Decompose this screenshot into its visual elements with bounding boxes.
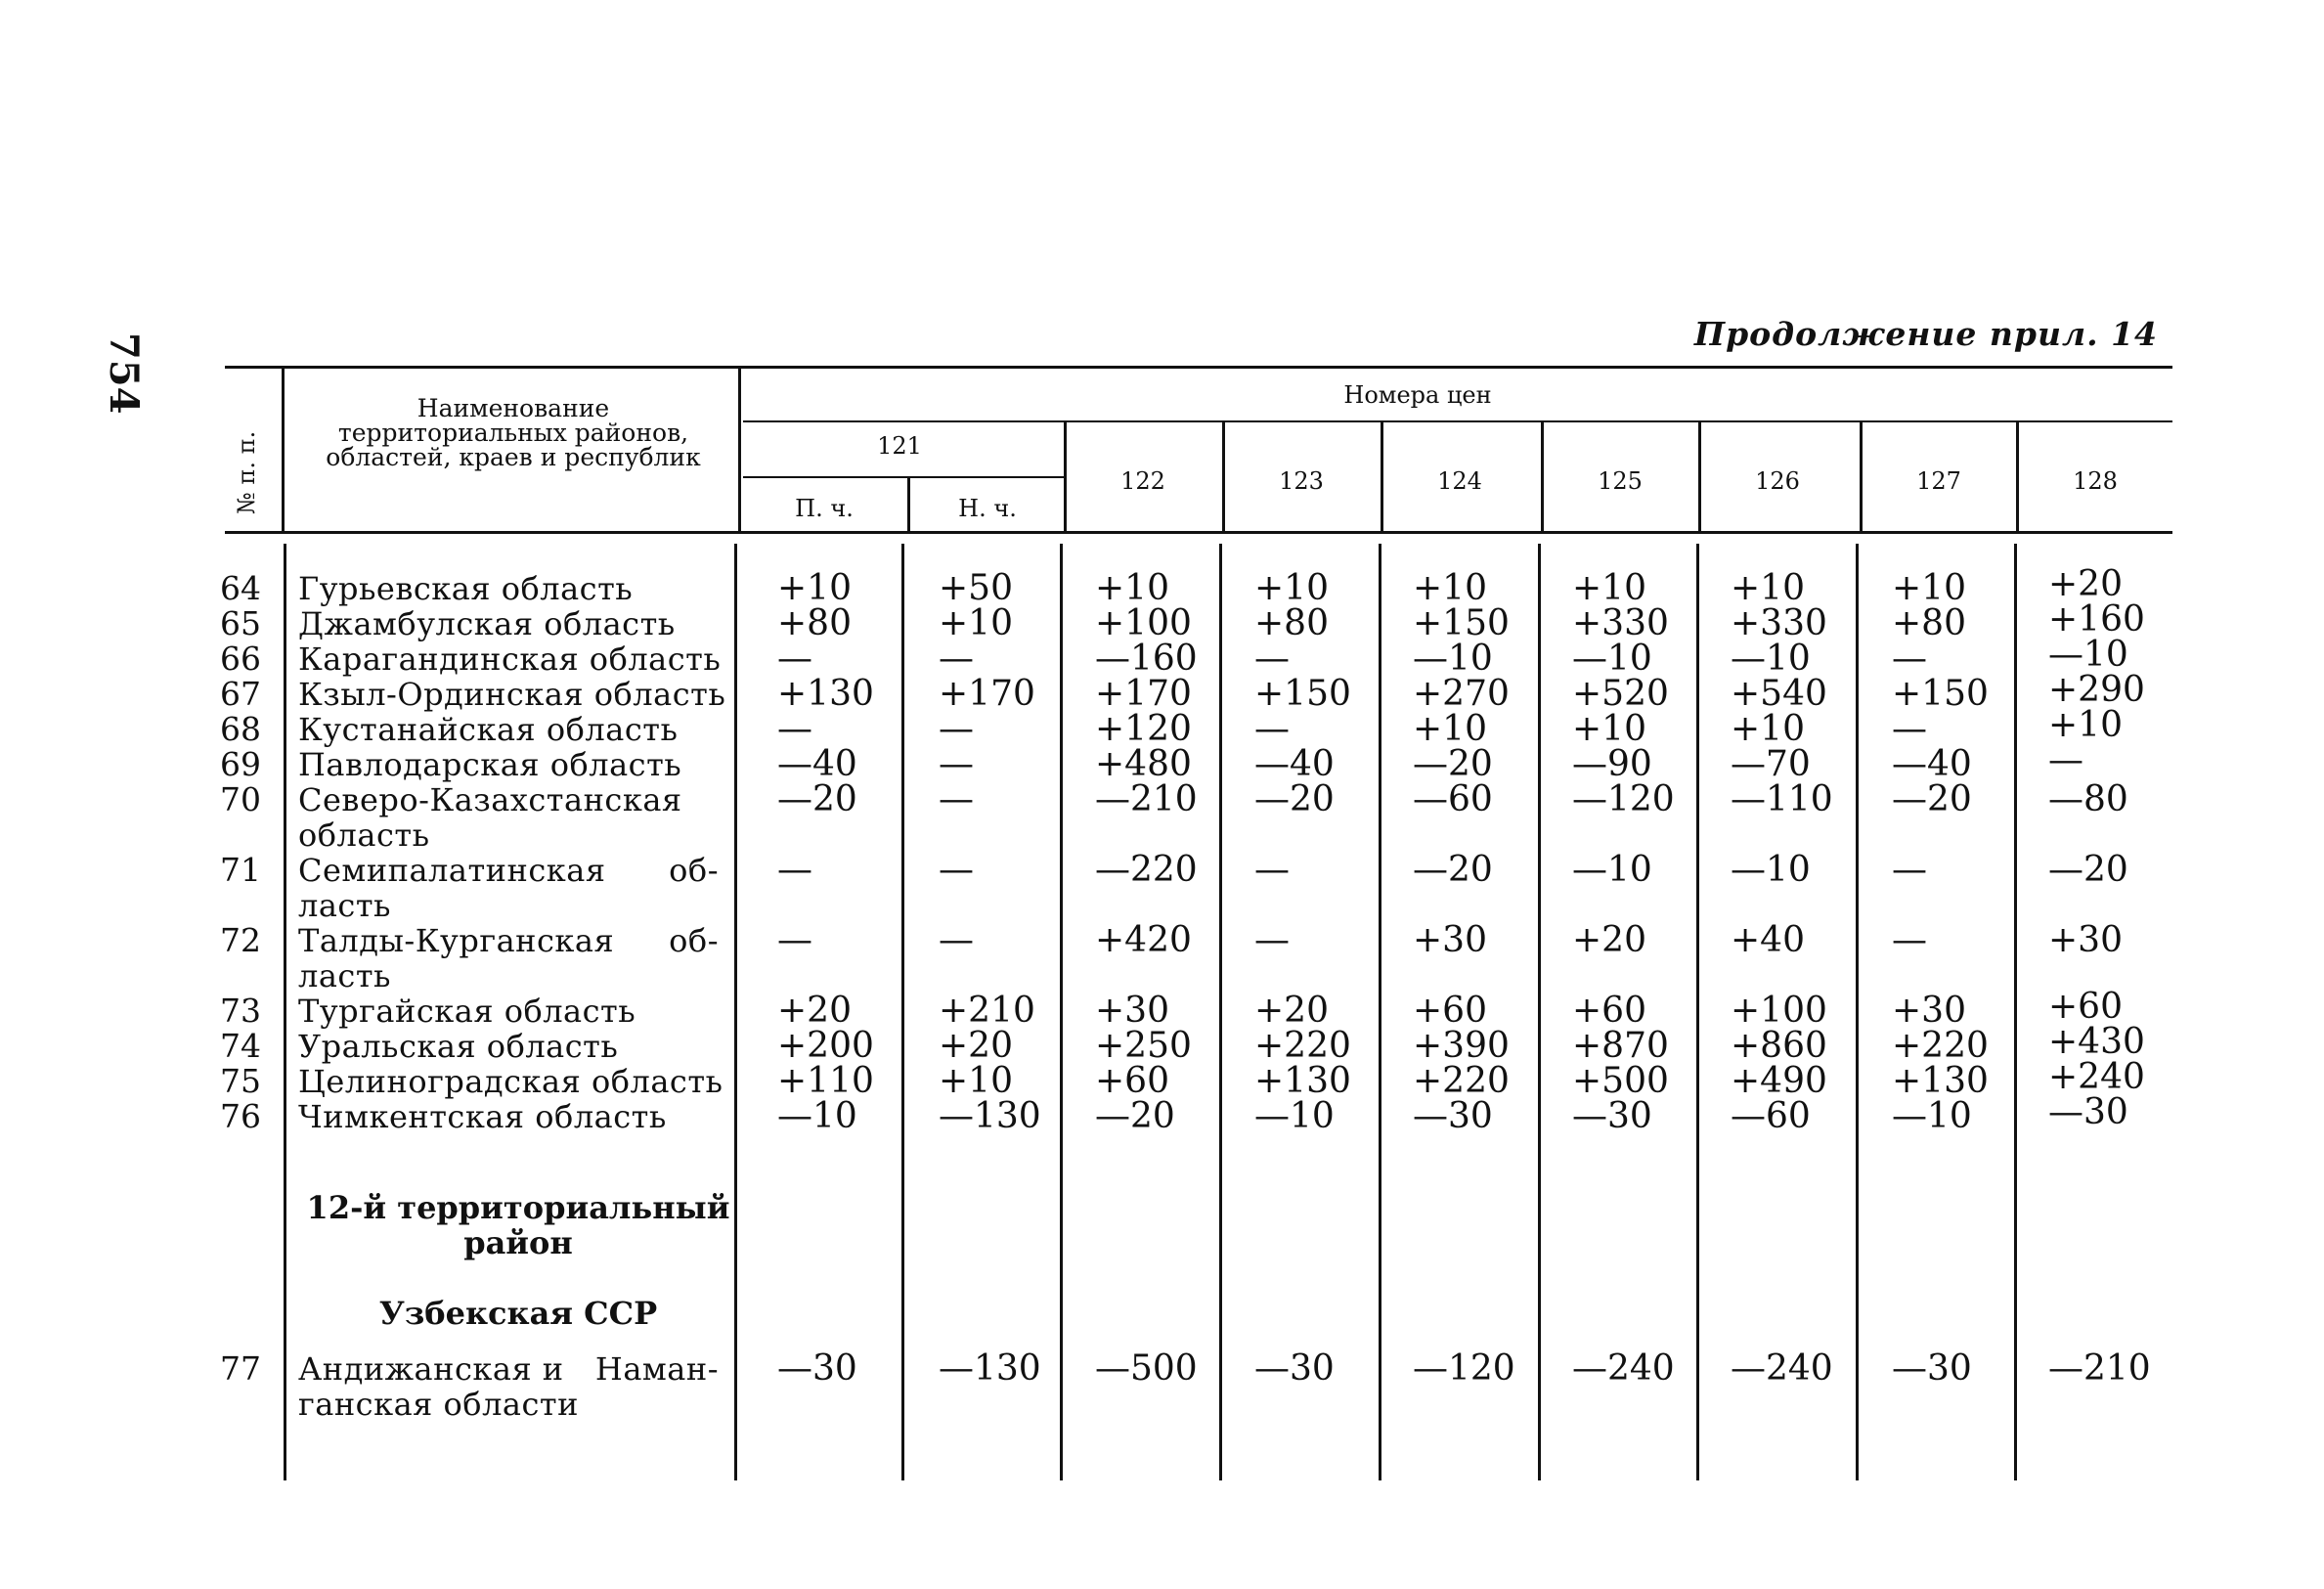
row-name: Чимкентская область <box>298 1098 667 1135</box>
header-vline <box>1222 422 1225 531</box>
value-cell: +520 <box>1572 674 1669 714</box>
value-cell: +420 <box>1095 920 1192 960</box>
value-cell: —220 <box>1095 850 1198 890</box>
value-cell: +10 <box>1254 568 1329 608</box>
value-cell: —120 <box>1572 779 1675 819</box>
value-cell: — <box>777 850 812 890</box>
body-vline <box>284 544 286 1480</box>
row-name-line1 <box>298 1351 719 1387</box>
row-name: Тургайская область <box>298 993 636 1030</box>
value-cell: — <box>1892 920 1927 960</box>
value-cell: —70 <box>1731 744 1811 784</box>
value-cell: +10 <box>777 568 852 608</box>
value-cell: — <box>777 639 812 679</box>
value-cell: +540 <box>1731 674 1827 714</box>
value-cell: — <box>2048 740 2083 780</box>
value-cell: +20 <box>2048 564 2123 604</box>
value-cell: +390 <box>1413 1026 1510 1066</box>
row-name: Павлодарская область <box>298 746 682 783</box>
row-name-line1 <box>298 853 719 888</box>
group-121-rule <box>743 476 1066 478</box>
row-number: 75 <box>220 1062 261 1100</box>
value-cell: +30 <box>1095 991 1169 1031</box>
value-cell: — <box>1254 850 1290 890</box>
row-name-line1: Северо-Казахстанская <box>298 781 682 818</box>
page-number: 754 <box>101 332 147 415</box>
header-col-123: 123 <box>1279 467 1324 495</box>
header-col-127: 127 <box>1916 467 1961 495</box>
value-cell: +870 <box>1572 1026 1669 1066</box>
header-group-121: 121 <box>877 432 922 460</box>
value-cell: —20 <box>1254 779 1335 819</box>
row-name: Уральская область <box>298 1028 619 1065</box>
header-col-122: 122 <box>1120 467 1165 495</box>
value-cell: —240 <box>1572 1348 1675 1389</box>
value-cell: — <box>777 709 812 749</box>
row-number: 64 <box>220 569 261 607</box>
header-vline <box>1381 422 1383 531</box>
value-cell: +240 <box>2048 1057 2145 1097</box>
value-cell: — <box>1892 850 1927 890</box>
row-number: 76 <box>220 1097 261 1135</box>
value-cell: +220 <box>1892 1026 1989 1066</box>
row-number: 66 <box>220 640 261 678</box>
value-cell: — <box>939 850 974 890</box>
value-cell: +210 <box>939 991 1035 1031</box>
value-cell: —10 <box>1572 850 1652 890</box>
value-cell: —120 <box>1413 1348 1515 1389</box>
value-cell: — <box>1254 709 1290 749</box>
value-cell: +500 <box>1572 1061 1669 1101</box>
value-cell: +10 <box>1572 568 1646 608</box>
value-cell: — <box>1254 920 1290 960</box>
row-name <box>298 923 719 993</box>
value-cell: +20 <box>1572 920 1646 960</box>
value-cell: —90 <box>1572 744 1652 784</box>
value-cell: —130 <box>939 1096 1041 1136</box>
header-col-128: 128 <box>2073 467 2118 495</box>
value-cell: +10 <box>939 1061 1013 1101</box>
value-cell: —10 <box>1731 639 1811 679</box>
header-prices-title: Номера цен <box>1343 381 1492 409</box>
value-cell: —20 <box>1413 744 1493 784</box>
value-cell: +10 <box>2048 705 2123 745</box>
value-cell: +10 <box>1095 568 1169 608</box>
value-cell: — <box>939 639 974 679</box>
header-sub-pch: П. ч. <box>795 495 854 522</box>
value-cell: —10 <box>777 1096 857 1136</box>
value-cell: +150 <box>1254 674 1351 714</box>
value-cell: +490 <box>1731 1061 1827 1101</box>
value-cell: — <box>939 920 974 960</box>
header-vline <box>907 478 910 531</box>
value-cell: +10 <box>1892 568 1966 608</box>
value-cell: — <box>777 920 812 960</box>
value-cell: —30 <box>2048 1092 2128 1132</box>
value-cell: —40 <box>1892 744 1972 784</box>
row-number: 72 <box>220 921 261 959</box>
value-cell: —30 <box>777 1348 857 1389</box>
body-vline <box>734 544 737 1480</box>
value-cell: +130 <box>777 674 874 714</box>
value-cell: —10 <box>1572 639 1652 679</box>
value-cell: +40 <box>1731 920 1805 960</box>
value-cell: +60 <box>1413 991 1487 1031</box>
table-top-rule <box>225 366 2172 369</box>
value-cell: —160 <box>1095 639 1198 679</box>
value-cell: +60 <box>2048 987 2123 1027</box>
body-vline <box>1538 544 1541 1480</box>
value-cell: +10 <box>1413 568 1487 608</box>
value-cell: +150 <box>1413 603 1510 643</box>
body-vline <box>1696 544 1699 1480</box>
body-vline <box>1219 544 1222 1480</box>
value-cell: +20 <box>777 991 852 1031</box>
row-name-line2: ганская области <box>298 1386 579 1423</box>
section-district-line1: 12-й территориальный <box>306 1189 730 1226</box>
header-vline <box>738 369 741 531</box>
value-cell: —10 <box>1413 639 1493 679</box>
value-cell: — <box>1892 709 1927 749</box>
row-name: Гурьевская область <box>298 570 634 607</box>
header-vline <box>1698 422 1701 531</box>
header-bottom-rule <box>225 531 2172 534</box>
row-number: 67 <box>220 675 261 713</box>
value-cell: —30 <box>1254 1348 1335 1389</box>
value-cell: +50 <box>939 568 1013 608</box>
value-cell: +270 <box>1413 674 1510 714</box>
header-col-125: 125 <box>1598 467 1643 495</box>
value-cell: +170 <box>1095 674 1192 714</box>
value-cell: +10 <box>939 603 1013 643</box>
value-cell: —20 <box>2048 850 2128 890</box>
row-name: Целиноградская область <box>298 1063 724 1100</box>
row-name-line2: ласть <box>298 957 391 994</box>
value-cell: —210 <box>1095 779 1198 819</box>
value-cell: +200 <box>777 1026 874 1066</box>
value-cell: —110 <box>1731 779 1833 819</box>
value-cell: +80 <box>777 603 852 643</box>
value-cell: +220 <box>1413 1061 1510 1101</box>
value-cell: —10 <box>2048 635 2128 675</box>
value-cell: —10 <box>1731 850 1811 890</box>
value-cell: +160 <box>2048 599 2145 640</box>
value-cell: — <box>939 779 974 819</box>
row-name: Карагандинская область <box>298 640 722 678</box>
value-cell: —60 <box>1731 1096 1811 1136</box>
body-vline <box>1060 544 1063 1480</box>
header-vline <box>1541 422 1544 531</box>
value-cell: —20 <box>1892 779 1972 819</box>
value-cell: —500 <box>1095 1348 1198 1389</box>
section-district-line2: район <box>463 1224 573 1261</box>
value-cell: —210 <box>2048 1348 2151 1389</box>
value-cell: —10 <box>1254 1096 1335 1136</box>
value-cell: +250 <box>1095 1026 1192 1066</box>
header-territory-name: Наименование территориальных районов, областей, краев и республик <box>326 394 701 471</box>
row-name-line2: ласть <box>298 887 391 924</box>
value-cell: —10 <box>1892 1096 1972 1136</box>
value-cell: +860 <box>1731 1026 1827 1066</box>
value-cell: +10 <box>1731 568 1805 608</box>
value-cell: +60 <box>1095 1061 1169 1101</box>
value-cell: +480 <box>1095 744 1192 784</box>
value-cell: —80 <box>2048 779 2128 819</box>
value-cell: —30 <box>1572 1096 1652 1136</box>
value-cell: +10 <box>1731 709 1805 749</box>
row-number: 77 <box>220 1349 261 1388</box>
value-cell: +130 <box>1892 1061 1989 1101</box>
value-cell: —20 <box>777 779 857 819</box>
value-cell: —40 <box>1254 744 1335 784</box>
header-vline <box>1860 422 1863 531</box>
row-name-part2: Наман- <box>594 1350 719 1388</box>
value-cell: —60 <box>1413 779 1493 819</box>
value-cell: —130 <box>939 1348 1041 1389</box>
row-number: 65 <box>220 604 261 642</box>
header-vline <box>2016 422 2019 531</box>
row-name: Джамбулская область <box>298 605 676 642</box>
value-cell: — <box>1254 639 1290 679</box>
body-vline <box>901 544 904 1480</box>
value-cell: — <box>939 744 974 784</box>
value-cell: +290 <box>2048 670 2145 710</box>
header-vline <box>1064 422 1067 531</box>
value-cell: —30 <box>1892 1348 1972 1389</box>
row-name <box>298 853 719 923</box>
row-name-part2: об- <box>669 852 719 889</box>
value-cell: — <box>1892 639 1927 679</box>
header-sub-nch: Н. ч. <box>958 495 1017 522</box>
row-name-part2: об- <box>669 922 719 959</box>
value-cell: — <box>939 709 974 749</box>
row-name: Кустанайская область <box>298 711 679 748</box>
body-vline <box>2014 544 2017 1480</box>
row-name-part1: Семипалатинская <box>298 852 606 889</box>
header-vline <box>282 369 285 531</box>
row-name-line1 <box>298 923 719 958</box>
row-number: 69 <box>220 745 261 783</box>
row-name <box>298 1351 719 1422</box>
value-cell: +330 <box>1572 603 1669 643</box>
value-cell: +20 <box>1254 991 1329 1031</box>
value-cell: +10 <box>1572 709 1646 749</box>
row-number: 74 <box>220 1027 261 1065</box>
row-number: 70 <box>220 780 261 818</box>
value-cell: +100 <box>1731 991 1827 1031</box>
value-cell: +100 <box>1095 603 1192 643</box>
section-republic: Узбекская ССР <box>378 1295 658 1332</box>
row-number: 71 <box>220 851 261 889</box>
row-name-part1: Андижанская и <box>298 1350 564 1388</box>
value-cell: +30 <box>1892 991 1966 1031</box>
header-row-number: № п. п. <box>233 430 260 514</box>
value-cell: +30 <box>1413 920 1487 960</box>
value-cell: +10 <box>1413 709 1487 749</box>
row-name-line2: область <box>298 817 430 854</box>
row-number: 73 <box>220 992 261 1030</box>
value-cell: +170 <box>939 674 1035 714</box>
body-vline <box>1856 544 1859 1480</box>
value-cell: +430 <box>2048 1022 2145 1062</box>
row-name-part1: Талды-Курганская <box>298 922 615 959</box>
value-cell: +80 <box>1892 603 1966 643</box>
value-cell: +60 <box>1572 991 1646 1031</box>
header-col-124: 124 <box>1437 467 1482 495</box>
value-cell: —30 <box>1413 1096 1493 1136</box>
value-cell: +110 <box>777 1061 874 1101</box>
value-cell: —20 <box>1413 850 1493 890</box>
header-col-126: 126 <box>1755 467 1800 495</box>
value-cell: +30 <box>2048 920 2123 960</box>
prices-subheader-rule <box>743 420 2172 422</box>
value-cell: +120 <box>1095 709 1192 749</box>
value-cell: +150 <box>1892 674 1989 714</box>
value-cell: —20 <box>1095 1096 1175 1136</box>
value-cell: +220 <box>1254 1026 1351 1066</box>
row-name: Кзыл-Ординская область <box>298 676 726 713</box>
value-cell: —240 <box>1731 1348 1833 1389</box>
body-vline <box>1379 544 1381 1480</box>
value-cell: +130 <box>1254 1061 1351 1101</box>
value-cell: +80 <box>1254 603 1329 643</box>
value-cell: —40 <box>777 744 857 784</box>
row-number: 68 <box>220 710 261 748</box>
value-cell: +330 <box>1731 603 1827 643</box>
continuation-caption: Продолжение прил. 14 <box>1693 315 2158 353</box>
value-cell: +20 <box>939 1026 1013 1066</box>
